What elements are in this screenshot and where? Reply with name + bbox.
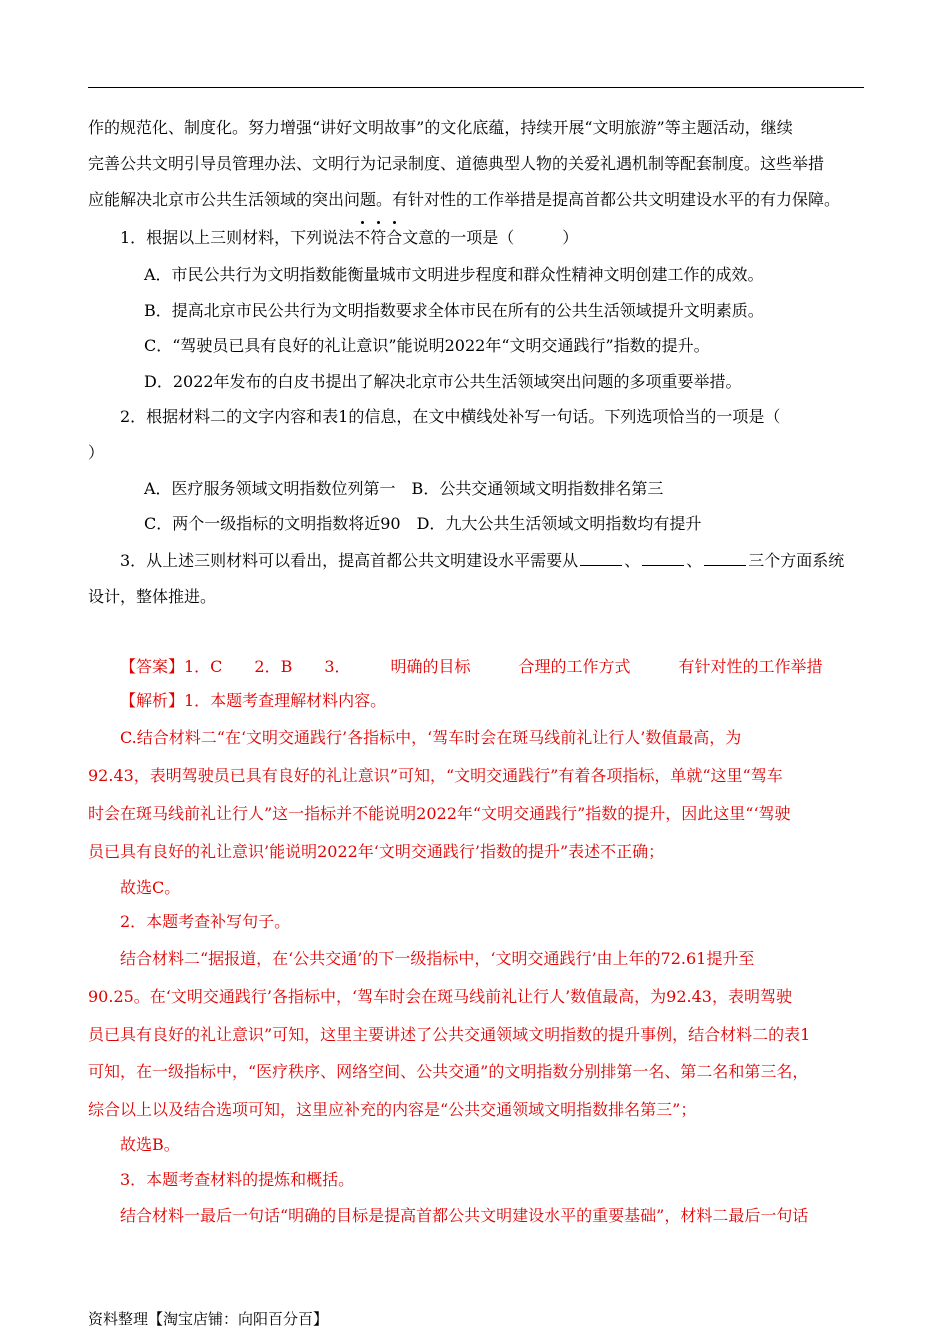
footer-source: 资料整理【淘宝店铺：向阳百分百】 — [88, 1310, 329, 1328]
analysis-line: 【解析】1．本题考查理解材料内容。 — [120, 691, 387, 710]
analysis-line: 2．本题考查补写句子。 — [120, 912, 291, 931]
question-2-options-row-1: A．医疗服务领域文明指数位列第一 B．公共交通领域文明指数排名第三 — [144, 479, 664, 498]
question-1-stem-post: 文意的一项是（ ） — [402, 228, 579, 247]
question-2-options-row-2: C．两个一级指标的文明指数将近90 D．九大公共生活领域文明指数均有提升 — [144, 514, 702, 533]
emphasis-char: 不 — [354, 228, 371, 247]
question-2-stem: 2．根据材料二的文字内容和表1的信息，在文中横线处补写一句话。下列选项恰当的一项是（ — [120, 407, 781, 426]
question-3-stem — [120, 549, 844, 572]
analysis-line: 综合以上以及结合选项可知，这里应补充的内容是“公共交通领域文明指数排名第三”； — [88, 1100, 697, 1119]
question-3-stem-line-2: 设计，整体推进。 — [88, 587, 217, 606]
question-1-option-b: B．提高北京市民公共行为文明指数要求全体市民在所有的公共生活领域提升文明素质。 — [144, 301, 764, 320]
answer-blank — [642, 549, 684, 566]
question-1-option-a: A．市民公共行为文明指数能衡量城市文明进步程度和群众性精神文明创建工作的成效。 — [144, 265, 764, 284]
analysis-line: 结合材料二“据报道，在‘公共交通’的下一级指标中，‘文明交通践行’由上年的72.61提升至 — [120, 949, 755, 968]
intro-line-1: 作的规范化、制度化。努力增强“讲好文明故事”的文化底蕴，持续开展“文明旅游”等主题活动，继续 — [88, 118, 793, 137]
analysis-line: 故选B。 — [120, 1135, 180, 1154]
answer-blank — [580, 549, 622, 566]
answer-line: 【答案】1．C 2．B 3． 明确的目标 合理的工作方式 有针对性的工作举措 — [120, 657, 823, 676]
question-1-option-d: D．2022年发布的白皮书提出了解决北京市公共生活领域突出问题的多项重要举措。 — [144, 372, 742, 391]
analysis-line: 92.43，表明驾驶员已具有良好的礼让意识”可知，“文明交通践行”有着各项指标，单就“这里“驾车 — [88, 766, 783, 785]
question-1-stem-pre: 1．根据以上三则材料，下列说法 — [120, 228, 355, 247]
analysis-line: 90.25。在‘文明交通践行’各指标中，‘驾车时会在斑马线前礼让行人’数值最高，为92.43，表明驾驶 — [88, 987, 792, 1006]
analysis-line: 结合材料一最后一句话“明确的目标是提高首都公共文明建设水平的重要基础”，材料二最后一句话 — [120, 1206, 809, 1225]
blank-separator: 、 — [686, 551, 703, 570]
analysis-line: 时会在斑马线前礼让行人”这一指标并不能说明2022年“文明交通践行”指数的提升，因此这里“‘驾驶 — [88, 804, 791, 823]
blank-separator: 、 — [624, 551, 641, 570]
analysis-line: 故选C。 — [120, 878, 181, 897]
emphasis-char: 合 — [386, 228, 403, 247]
question-1-option-c: C．“驾驶员已具有良好的礼让意识”能说明2022年“文明交通践行”指数的提升。 — [144, 336, 710, 355]
analysis-line: 员已具有良好的礼让意识”可知，这里主要讲述了公共交通领域文明指数的提升事例，结合材料二的表1 — [88, 1025, 811, 1044]
analysis-line: 可知，在一级指标中，“医疗秩序、网络空间、公共交通”的文明指数分别排第一名、第二名和第三名， — [88, 1062, 809, 1081]
analysis-line: 员已具有良好的礼让意识’能说明2022年‘文明交通践行’指数的提升”表述不正确； — [88, 842, 665, 861]
question-3-stem-pre: 3．从上述三则材料可以看出，提高首都公共文明建设水平需要从 — [120, 551, 579, 570]
intro-line-2: 完善公共文明引导员管理办法、文明行为记录制度、道德典型人物的关爱礼遇机制等配套制度。这些举措 — [88, 154, 825, 173]
question-2-stem-close: ） — [88, 443, 105, 462]
analysis-line: C.结合材料二“在‘文明交通践行’各指标中，‘驾车时会在斑马线前礼让行人’数值最高，为 — [120, 728, 742, 747]
question-1-stem — [120, 227, 578, 249]
question-3-stem-post: 三个方面系统 — [748, 551, 845, 570]
analysis-line: 3．本题考查材料的提炼和概括。 — [120, 1170, 355, 1189]
header-rule — [88, 87, 864, 88]
intro-line-3: 应能解决北京市公共生活领域的突出问题。有针对性的工作举措是提高首都公共文明建设水平的有力保障。 — [88, 190, 841, 209]
emphasis-char: 符 — [370, 228, 387, 247]
answer-blank — [704, 549, 746, 566]
